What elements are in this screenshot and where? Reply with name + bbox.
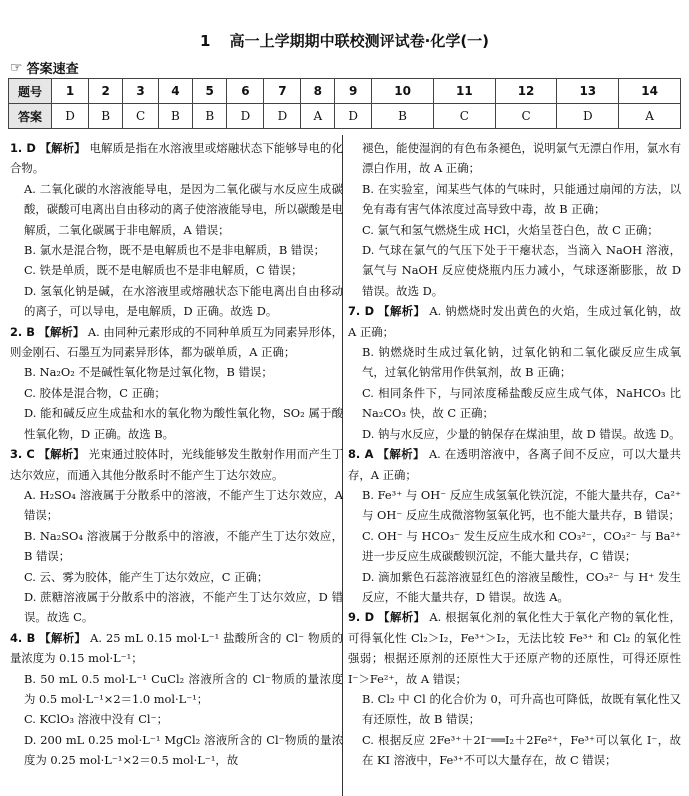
analysis-text: B. Fe³⁺ 与 OH⁻ 反应生成氢氧化铁沉淀，不能大量共存，Ca²⁺ 与 OH⁻ 反应生成微溶物氢氧化钙，也不能大量共存，B 错误； bbox=[362, 487, 681, 523]
analysis-text: B. 在实验室，闻某些气体的气味时，只能通过扇闻的方法，以免有毒有害气体浓度过高导致中毒，故 B 正确； bbox=[362, 181, 681, 217]
answer-cell: C bbox=[433, 104, 495, 129]
answer-cell: B bbox=[372, 104, 434, 129]
row-label-answer: 答案 bbox=[9, 104, 52, 129]
answer-cell: C bbox=[495, 104, 557, 129]
analysis-option bbox=[348, 689, 681, 730]
analysis-text: C. KClO₃ 溶液中没有 Cl⁻； bbox=[24, 712, 168, 727]
answer-cell: D bbox=[52, 104, 89, 129]
question-analysis bbox=[10, 628, 343, 669]
question-analysis bbox=[348, 444, 681, 485]
question-number-cell: 5 bbox=[193, 79, 227, 104]
answer-cell: A bbox=[301, 104, 335, 129]
analysis-option bbox=[10, 383, 343, 403]
analysis-tag: 【解析】 bbox=[378, 304, 426, 319]
analysis-option bbox=[10, 362, 343, 382]
analysis-text: C. 铁是单质，既不是电解质也不是非电解质，C 错误； bbox=[24, 263, 303, 278]
answer-table bbox=[8, 78, 681, 129]
right-column bbox=[348, 138, 681, 771]
analysis-option bbox=[348, 485, 681, 526]
analysis-tag: 【解析】 bbox=[38, 324, 85, 339]
analysis-option bbox=[10, 240, 343, 260]
analysis-text: D. 钠与水反应，少量的钠保存在煤油里，故 D 错误。故选 D。 bbox=[362, 426, 681, 441]
analysis-option bbox=[10, 730, 343, 771]
analysis-text: C. 氯气和氢气燃烧生成 HCl，火焰呈苍白色，故 C 正确； bbox=[362, 222, 659, 237]
analysis-option bbox=[10, 567, 343, 587]
analysis-text: D. 气球在氯气的气压下处于干瘪状态，当滴入 NaOH 溶液，氯气与 NaOH 反应使烧瓶内压力减小，气球逐渐膨胀，故 D 错误。故选 D。 bbox=[362, 243, 681, 298]
analysis-text: B. Cl₂ 中 Cl 的化合价为 0，可升高也可降低，故既有氧化性又有还原性，故 B 错误； bbox=[362, 691, 681, 727]
question-answer-heading: 8. A bbox=[348, 447, 374, 462]
analysis-text: C. 胶体是混合物，C 正确； bbox=[24, 385, 166, 400]
analysis-text: 褪色，能使湿润的有色布条褪色，说明氯气无漂白作用，氯水有漂白作用，故 A 正确； bbox=[362, 141, 681, 176]
page-title bbox=[0, 30, 689, 51]
analysis-option bbox=[10, 260, 343, 280]
analysis-text: 光束通过胶体时，光线能够发生散射作用而产生丁达尔效应，而通入其他分散系时不能产生丁达尔效应。 bbox=[10, 447, 344, 482]
analysis-option bbox=[348, 240, 681, 301]
analysis-text: A. 在透明溶液中，各离子间不反应，可以大量共存，A 正确； bbox=[348, 447, 681, 482]
quick-answer-label: 答案速查 bbox=[26, 62, 79, 77]
question-analysis bbox=[10, 444, 343, 485]
answer-cell: B bbox=[89, 104, 123, 129]
answer-cell: D bbox=[227, 104, 264, 129]
analysis-text: A. 二氧化碳的水溶液能导电，是因为二氧化碳与水反应生成碳酸，碳酸可电离出自由移动的离子使溶液能导电，所以碳酸是电解质，二氧化碳属于非电解质，A 错误； bbox=[24, 181, 343, 237]
analysis-option bbox=[10, 403, 343, 444]
answer-table-number-row bbox=[9, 79, 681, 104]
analysis-text: A. H₂SO₄ 溶液属于分散系中的溶液，不能产生丁达尔效应，A 错误； bbox=[24, 487, 343, 523]
analysis-text: D. 氢氧化钠是碱，在水溶液里或熔融状态下能电离出自由移动的离子，可以导电，是电解质，D 正确。故选 D。 bbox=[24, 283, 343, 319]
analysis-text: B. Na₂O₂ 不是碱性氧化物是过氧化物，B 错误； bbox=[24, 365, 273, 380]
question-number-cell: 11 bbox=[433, 79, 495, 104]
question-answer-heading: 9. D bbox=[348, 610, 375, 625]
question-answer-heading: 2. B bbox=[10, 324, 35, 339]
analysis-text: A. 25 mL 0.15 mol·L⁻¹ 盐酸所含的 Cl⁻ 物质的量浓度为 0.15 mol·L⁻¹； bbox=[10, 630, 343, 666]
answer-table-answer-row bbox=[9, 104, 681, 129]
analysis-option bbox=[348, 138, 681, 179]
question-number-cell: 10 bbox=[372, 79, 434, 104]
analysis-text: B. 50 mL 0.5 mol·L⁻¹ CuCl₂ 溶液所含的 Cl⁻物质的量浓度为 0.5 mol·L⁻¹×2＝1.0 mol·L⁻¹； bbox=[24, 671, 343, 706]
question-analysis bbox=[10, 322, 343, 363]
question-answer-heading: 3. C bbox=[10, 447, 35, 462]
analysis-text: A. 钠燃烧时发出黄色的火焰，生成过氧化钠，故 A 正确； bbox=[348, 304, 682, 339]
question-analysis bbox=[10, 138, 343, 179]
analysis-option bbox=[10, 526, 343, 567]
title-text: 高一上学期期中联校测评试卷·化学(一) bbox=[229, 32, 490, 50]
analysis-text: A. 根据氧化剂的氧化性大于氧化产物的氧化性，可得氧化性 Cl₂＞I₂，Fe³⁺＞I₂，无法比较 Fe³⁺ 和 Cl₂ 的氧化性强弱；根据还原剂的还原性大于还原产物的还原性，可得还原性 I⁻＞Fe²⁺，故 A 错误； bbox=[348, 610, 682, 686]
analysis-option bbox=[348, 567, 681, 608]
question-number-cell: 3 bbox=[123, 79, 159, 104]
analysis-text: D. 200 mL 0.25 mol·L⁻¹ MgCl₂ 溶液所含的 Cl⁻物质的量浓度为 0.25 mol·L⁻¹×2＝0.5 mol·L⁻¹，故 bbox=[24, 732, 343, 768]
analysis-option bbox=[10, 709, 343, 729]
question-number-cell: 6 bbox=[227, 79, 264, 104]
question-analysis bbox=[348, 607, 681, 689]
analysis-text: D. 滴加紫色石蕊溶液显红色的溶液呈酸性，CO₃²⁻ 与 H⁺ 发生反应，不能大量共存，D 错误。故选 A。 bbox=[362, 569, 681, 604]
analysis-option bbox=[10, 669, 343, 710]
analysis-option bbox=[348, 383, 681, 424]
answer-cell: A bbox=[619, 104, 681, 129]
analysis-tag: 【解析】 bbox=[38, 447, 85, 462]
analysis-option bbox=[348, 220, 681, 240]
analysis-text: D. 蔗糖溶液属于分散系中的溶液，不能产生丁达尔效应，D 错误。故选 C。 bbox=[24, 589, 343, 625]
analysis-text: 电解质是指在水溶液里或熔融状态下能够导电的化合物。 bbox=[10, 141, 343, 176]
question-number-cell: 12 bbox=[495, 79, 557, 104]
analysis-text: B. 氯水是混合物，既不是电解质也不是非电解质，B 错误； bbox=[24, 243, 325, 258]
analysis-tag: 【解析】 bbox=[377, 447, 425, 462]
analysis-option bbox=[348, 526, 681, 567]
question-analysis bbox=[348, 301, 681, 342]
question-number-cell: 14 bbox=[619, 79, 681, 104]
analysis-option bbox=[348, 730, 681, 771]
analysis-option bbox=[348, 179, 681, 220]
left-column bbox=[10, 138, 343, 771]
analysis-text: C. 相同条件下，与同浓度稀盐酸反应生成气体，NaHCO₃ 比 Na₂CO₃ 快，故 C 正确； bbox=[362, 385, 681, 421]
analysis-text: A. 由同种元素形成的不同种单质互为同素异形体，则金刚石、石墨互为同素异形体，都为碳单质，A 正确； bbox=[10, 324, 344, 360]
analysis-tag: 【解析】 bbox=[39, 141, 86, 155]
question-number-cell: 9 bbox=[335, 79, 372, 104]
analysis-text: D. 能和碱反应生成盐和水的氧化物为酸性氧化物，SO₂ 属于酸性氧化物，D 正确。故选 B。 bbox=[24, 406, 343, 441]
question-answer-heading: 7. D bbox=[348, 304, 375, 319]
analysis-option bbox=[348, 424, 681, 444]
question-number-cell: 1 bbox=[52, 79, 89, 104]
analysis-option bbox=[10, 485, 343, 526]
analysis-option bbox=[348, 342, 681, 383]
answer-cell: D bbox=[557, 104, 619, 129]
analysis-tag: 【解析】 bbox=[39, 630, 87, 645]
quick-answer-heading bbox=[10, 58, 79, 77]
question-number-cell: 2 bbox=[89, 79, 123, 104]
answer-cell: C bbox=[123, 104, 159, 129]
analysis-text: B. Na₂SO₄ 溶液属于分散系中的溶液，不能产生丁达尔效应，B 错误； bbox=[24, 528, 343, 564]
row-label-number: 题号 bbox=[9, 79, 52, 104]
answer-cell: B bbox=[158, 104, 192, 129]
question-number-cell: 7 bbox=[264, 79, 301, 104]
question-number-cell: 8 bbox=[301, 79, 335, 104]
analysis-text: C. 云、雾为胶体，能产生丁达尔效应，C 正确； bbox=[24, 569, 269, 584]
analysis-text: C. OH⁻ 与 HCO₃⁻ 发生反应生成水和 CO₃²⁻，CO₃²⁻ 与 Ba²⁺ 进一步反应生成碳酸钡沉淀，不能大量共存，C 错误； bbox=[362, 528, 681, 564]
question-number-cell: 13 bbox=[557, 79, 619, 104]
analysis-option bbox=[10, 587, 343, 628]
analysis-option bbox=[10, 281, 343, 322]
answer-cell: D bbox=[264, 104, 301, 129]
answer-cell: B bbox=[193, 104, 227, 129]
analysis-tag: 【解析】 bbox=[378, 610, 426, 625]
question-number-cell: 4 bbox=[158, 79, 192, 104]
page-number: 1 bbox=[199, 32, 211, 50]
answer-cell: D bbox=[335, 104, 372, 129]
pointing-hand-icon: ☞ bbox=[10, 59, 23, 76]
analysis-text: C. 根据反应 2Fe³⁺＋2I⁻══I₂＋2Fe²⁺，Fe³⁺可以氧化 I⁻，故在 KI 溶液中，Fe³⁺不可以大量存在，故 C 错误； bbox=[362, 732, 681, 768]
question-answer-heading: 1. D bbox=[10, 141, 36, 155]
analysis-option bbox=[10, 179, 343, 240]
analysis-text: B. 钠燃烧时生成过氧化钠，过氧化钠和二氧化碳反应生成氧气，过氧化钠常用作供氧剂，故 B 正确； bbox=[362, 345, 681, 380]
question-answer-heading: 4. B bbox=[10, 630, 36, 645]
